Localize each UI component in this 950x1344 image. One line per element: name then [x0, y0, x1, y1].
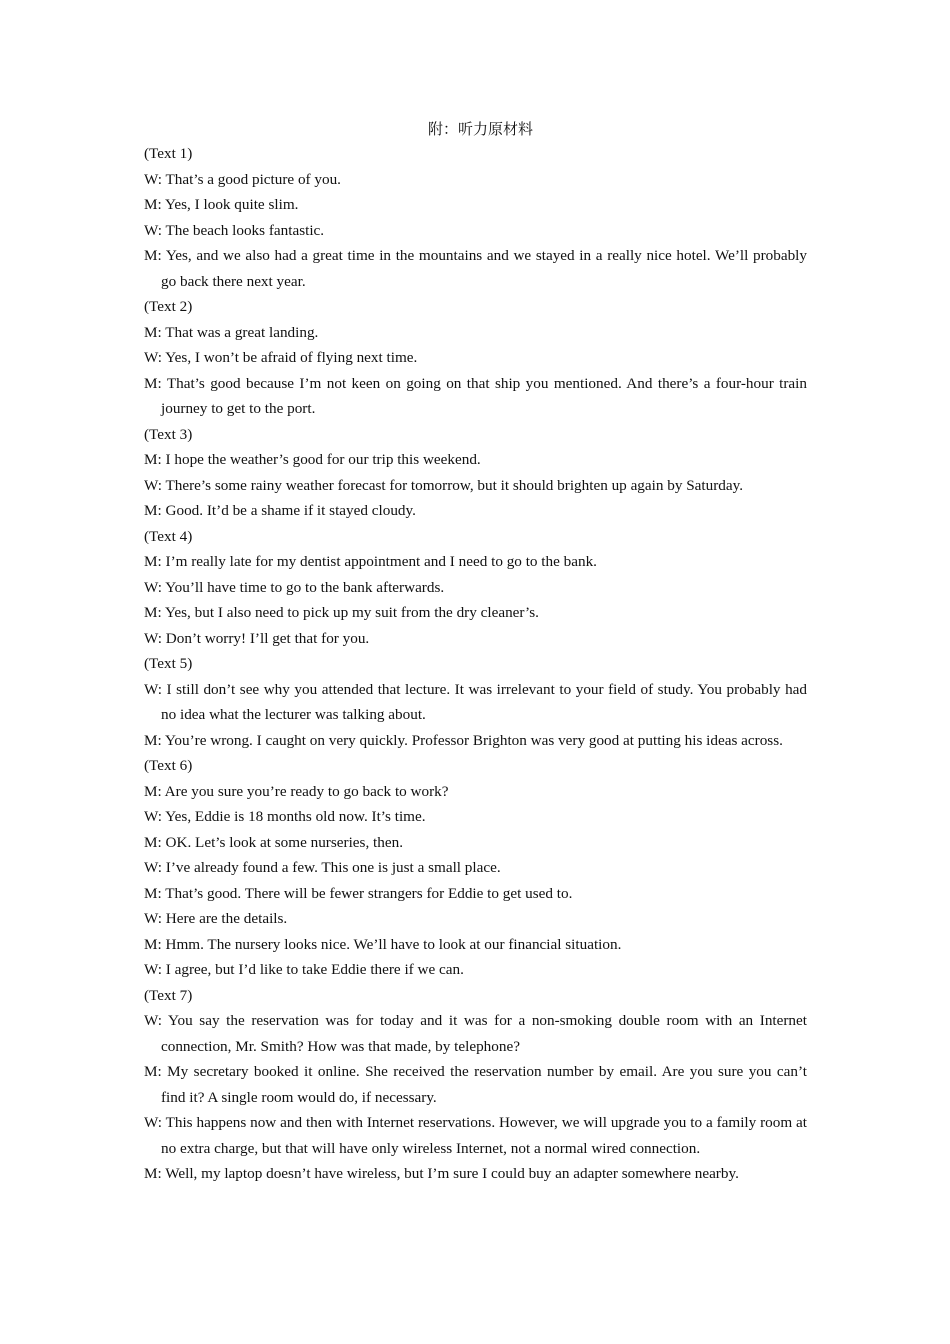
dialogue-line: M: That’s good because I’m not keen on going on that ship you mentioned. And there’s a four-hour train journey to get to the port.: [144, 374, 807, 417]
dialogue-line: W: Don’t worry! I’ll get that for you.: [144, 629, 370, 647]
section-heading: (Text 6): [144, 757, 193, 774]
dialogue-line: W: There’s some rainy weather forecast for tomorrow, but it should brighten up again by Saturday.: [144, 476, 744, 494]
section-heading: (Text 2): [144, 298, 193, 315]
dialogue-line: W: Yes, Eddie is 18 months old now. It’s time.: [144, 808, 426, 825]
section-heading: (Text 4): [144, 527, 193, 545]
dialogue-line: M: Well, my laptop doesn’t have wireless, but I’m sure I could buy an adapter somewhere nearby.: [144, 1165, 739, 1182]
section-heading: (Text 3): [144, 425, 193, 443]
dialogue-line: M: Good. It’d be a shame if it stayed cloudy.: [144, 502, 416, 519]
dialogue-line: M: Yes, I look quite slim.: [144, 196, 299, 213]
dialogue-line: M: That was a great landing.: [144, 323, 319, 341]
dialogue-line: M: OK. Let’s look at some nurseries, then.: [144, 833, 403, 851]
section-heading: (Text 1): [144, 145, 193, 162]
section-heading: (Text 5): [144, 655, 193, 672]
dialogue-line: W: You’ll have time to go to the bank afterwards.: [144, 578, 445, 596]
section-heading: (Text 7): [144, 986, 193, 1004]
dialogue-line: W: This happens now and then with Internet reservations. However, we will upgrade you to a family room at no extra charge, but that will have only wireless Internet, not a normal wired connection.: [144, 1114, 807, 1157]
dialogue-line: M: I hope the weather’s good for our trip this weekend.: [144, 451, 481, 468]
dialogue-line: M: Yes, and we also had a great time in the mountains and we stayed in a really nice hotel. We’ll probably go back there next year.: [144, 247, 807, 290]
dialogue-line: W: That’s a good picture of you.: [144, 170, 341, 188]
dialogue-line: W: Yes, I won’t be afraid of flying next time.: [144, 349, 418, 366]
dialogue-line: M: I’m really late for my dentist appointment and I need to go to the bank.: [144, 553, 597, 570]
page-title: 附：听力原材料: [427, 120, 533, 138]
dialogue-line: W: I agree, but I’d like to take Eddie there if we can.: [144, 961, 464, 978]
dialogue-line: M: My secretary booked it online. She received the reservation number by email. Are you sure you can’t find it? A single room would do, if necessary.: [144, 1063, 807, 1106]
dialogue-line: M: That’s good. There will be fewer strangers for Eddie to get used to.: [144, 884, 573, 902]
dialogue-line: W: The beach looks fantastic.: [144, 221, 325, 239]
dialogue-line: M: Yes, but I also need to pick up my suit from the dry cleaner’s.: [144, 604, 539, 621]
dialogue-line: W: I still don’t see why you attended that lecture. It was irrelevant to your field of study. You probably had no idea what the lecturer was talking about.: [144, 680, 807, 723]
dialogue-line: M: You’re wrong. I caught on very quickly. Professor Brighton was very good at putting his ideas across.: [144, 731, 783, 749]
document-page: [144, 118, 807, 1187]
dialogue-line: W: Here are the details.: [144, 910, 288, 927]
dialogue-line: W: You say the reservation was for today and it was for a non-smoking double room with an Internet connection, Mr. Smith? How was that made, by telephone?: [144, 1012, 807, 1055]
dialogue-line: M: Are you sure you’re ready to go back to work?: [144, 782, 449, 800]
dialogue-line: M: Hmm. The nursery looks nice. We’ll have to look at our financial situation.: [144, 935, 622, 953]
transcript-sections: [144, 141, 807, 1187]
dialogue-line: W: I’ve already found a few. This one is just a small place.: [144, 859, 501, 876]
